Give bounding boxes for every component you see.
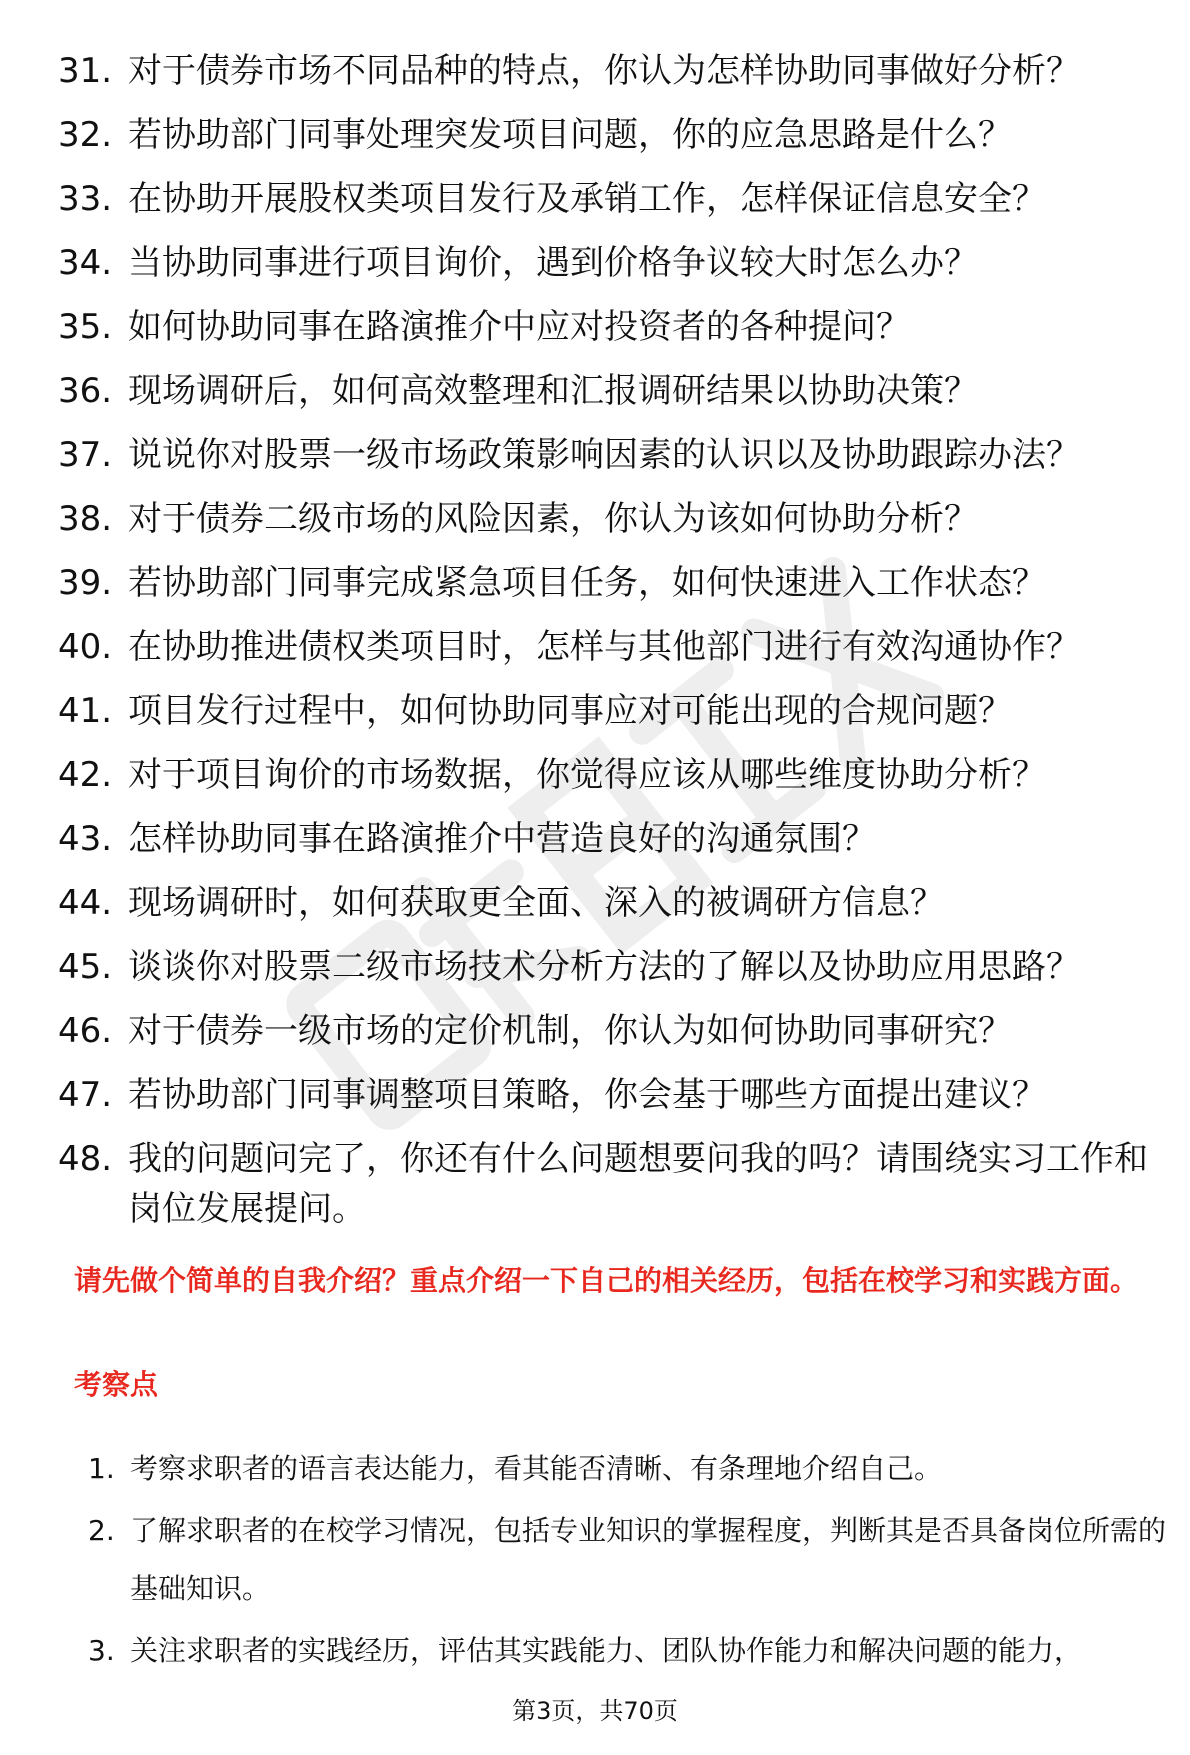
point-number: 2. — [88, 1514, 115, 1547]
question-item — [58, 558, 1158, 608]
question-text: 在协助开展股权类项目发行及承销工作，怎样保证信息安全？ — [128, 179, 1046, 219]
question-item — [58, 302, 1158, 352]
question-number: 47. — [58, 1075, 113, 1115]
question-number: 45. — [58, 947, 113, 987]
question-number: 40. — [58, 627, 113, 667]
point-text: 了解求职者的在校学习情况，包括专业知识的掌握程度，判断其是否具备岗位所需的基础知识。 — [130, 1514, 1167, 1605]
question-item — [58, 814, 1158, 864]
question-text: 对于项目询价的市场数据，你觉得应该从哪些维度协助分析？ — [128, 755, 1046, 795]
list-item — [88, 1440, 1168, 1498]
list-item — [88, 1502, 1168, 1618]
question-text: 当协助同事进行项目询价，遇到价格争议较大时怎么办？ — [128, 243, 978, 283]
question-number: 41. — [58, 691, 113, 731]
highlight-question: 请先做个简单的自我介绍？重点介绍一下自己的相关经历，包括在校学习和实践方面。 — [74, 1264, 1139, 1297]
question-number: 44. — [58, 883, 113, 923]
question-number: 32. — [58, 115, 113, 155]
question-text: 对于债券市场不同品种的特点，你认为怎样协助同事做好分析？ — [128, 51, 1080, 91]
question-text: 项目发行过程中，如何协助同事应对可能出现的合规问题？ — [128, 691, 1012, 731]
question-text: 谈谈你对股票二级市场技术分析方法的了解以及协助应用思路？ — [128, 947, 1080, 987]
question-number: 38. — [58, 499, 113, 539]
question-text: 若协助部门同事调整项目策略，你会基于哪些方面提出建议？ — [128, 1075, 1046, 1115]
question-text: 说说你对股票一级市场政策影响因素的认识以及协助跟踪办法？ — [128, 435, 1080, 475]
question-number: 34. — [58, 243, 113, 283]
question-number: 42. — [58, 755, 113, 795]
question-item — [58, 942, 1158, 992]
assessment-points-list — [88, 1440, 1168, 1684]
question-item — [58, 110, 1158, 160]
question-item — [58, 1070, 1158, 1120]
question-text: 对于债券一级市场的定价机制，你认为如何协助同事研究？ — [128, 1011, 1012, 1051]
question-item — [58, 878, 1158, 928]
point-text: 考察求职者的语言表达能力，看其能否清晰、有条理地介绍自己。 — [130, 1452, 943, 1485]
question-item — [58, 1006, 1158, 1056]
section-title: 考察点 — [74, 1368, 159, 1401]
question-item — [58, 174, 1158, 224]
question-text: 现场调研后，如何高效整理和汇报调研结果以协助决策？ — [128, 371, 978, 411]
question-text: 现场调研时，如何获取更全面、深入的被调研方信息？ — [128, 883, 944, 923]
question-item — [58, 686, 1158, 736]
question-item — [58, 750, 1158, 800]
question-number: 48. — [58, 1139, 113, 1179]
question-number: 36. — [58, 371, 113, 411]
question-number: 43. — [58, 819, 113, 859]
point-number: 1. — [88, 1452, 115, 1485]
question-text: 若协助部门同事完成紧急项目任务，如何快速进入工作状态？ — [128, 563, 1046, 603]
list-item — [88, 1622, 1168, 1680]
question-text: 若协助部门同事处理突发项目问题，你的应急思路是什么？ — [128, 115, 1012, 155]
question-item — [58, 494, 1158, 544]
question-text: 我的问题问完了，你还有什么问题想要问我的吗？请围绕实习工作和岗位发展提问。 — [128, 1139, 1148, 1229]
question-item — [58, 46, 1158, 96]
question-number: 46. — [58, 1011, 113, 1051]
page-footer: 第3页，共70页 — [512, 1697, 678, 1725]
question-item — [58, 430, 1158, 480]
point-number: 3. — [88, 1634, 115, 1667]
question-text: 在协助推进债权类项目时，怎样与其他部门进行有效沟通协作？ — [128, 627, 1080, 667]
question-item — [58, 238, 1158, 288]
question-item — [58, 622, 1158, 672]
question-text: 如何协助同事在路演推介中应对投资者的各种提问？ — [128, 307, 910, 347]
question-number: 37. — [58, 435, 113, 475]
question-number: 35. — [58, 307, 113, 347]
point-text: 关注求职者的实践经历，评估其实践能力、团队协作能力和解决问题的能力， — [130, 1634, 1083, 1667]
question-number: 31. — [58, 51, 113, 91]
question-item — [58, 1134, 1158, 1234]
question-list — [58, 46, 1158, 1248]
question-number: 33. — [58, 179, 113, 219]
question-text: 怎样协助同事在路演推介中营造良好的沟通氛围？ — [128, 819, 876, 859]
question-item — [58, 366, 1158, 416]
question-text: 对于债券二级市场的风险因素，你认为该如何协助分析？ — [128, 499, 978, 539]
question-number: 39. — [58, 563, 113, 603]
